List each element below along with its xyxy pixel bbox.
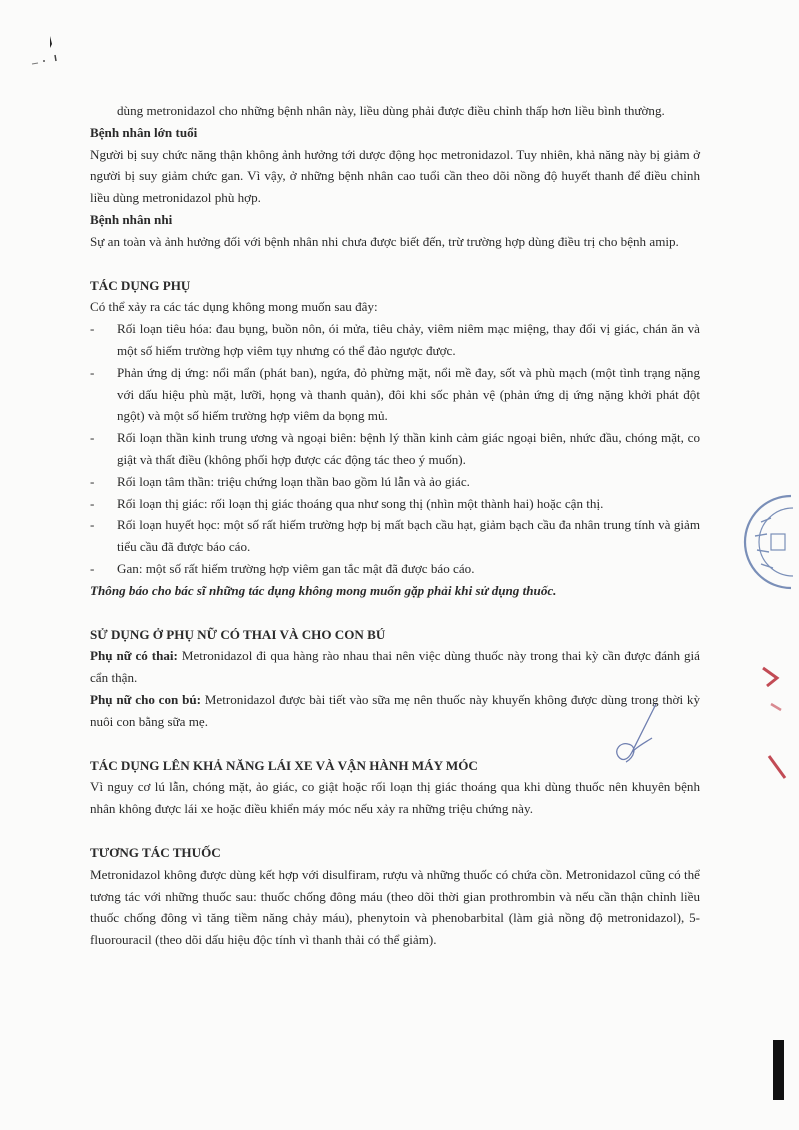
elderly-heading: Bệnh nhân lớn tuổi — [90, 124, 198, 140]
section-side-effects — [90, 275, 700, 602]
section-pediatric — [90, 209, 700, 253]
driving-paragraph: Vì nguy cơ lú lẫn, chóng mặt, ảo giác, co giật hoặc rối loạn thị giác thoáng qua khi dùng thuốc nên khuyên bệnh nhân không được lái xe hoặc điều khiển máy móc nếu xảy ra những triệu chứng này. — [90, 779, 700, 817]
pediatric-heading: Bệnh nhân nhi — [90, 211, 173, 227]
pregnant-label: Phụ nữ có thai: — [90, 648, 178, 664]
interactions-paragraph: Metronidazol không được dùng kết hợp với disulfiram, rượu và những thuốc có chứa cồn. Metronidazol cũng có thể tương tác với những thuốc sau: thuốc chống đông máu (theo dõi thời gian prothrombin và nếu cần thận chỉnh liều thuốc chống đông vì tăng tiềm năng chảy máu), phenytoin và phenobarbital (làm giả nồng độ metronidazol), 5-fluorouracil (theo dõi dấu hiệu độc tính vì thanh thải có thể giảm). — [90, 866, 700, 948]
lactation-text: Metronidazol được bài tiết vào sữa mẹ nên thuốc này khuyến không được dùng trong thời kỳ nuôi con bằng sữa mẹ. — [90, 691, 700, 729]
company-stamp-fragment — [731, 492, 799, 592]
list-item: - Rối loạn thị giác: rối loạn thị giác thoáng qua như song thị (nhìn một thành hai) hoặc cận thị. — [90, 495, 604, 511]
side-effects-list — [90, 318, 700, 580]
list-item: - Rối loạn tâm thần: triệu chứng loạn thần bao gồm lú lẫn và ảo giác. — [90, 473, 470, 489]
list-item: - Rối loạn thần kinh trung ương và ngoại biên: bệnh lý thần kinh cảm giác ngoại biên, nhức đầu, chóng mặt, co giật và thất điều (không phối hợp được các động tác theo ý muốn). — [90, 430, 700, 467]
pediatric-paragraph: Sự an toàn và ảnh hưởng đối với bệnh nhân nhi chưa được biết đến, trừ trường hợp dùng điều trị cho bệnh amip. — [90, 233, 679, 249]
signature-scribble — [594, 700, 674, 770]
elderly-paragraph: Người bị suy chức năng thận không ảnh hưởng tới dược động học metronidazol. Tuy nhiên, khả năng này bị giảm ở người bị suy giảm chức gan. Vì vậy, ở những bệnh nhân cao tuổi cần theo dõi nồng độ huyết thanh để điều chỉnh liều dùng metronidazol phù hợp. — [90, 146, 700, 206]
scan-speck-marks — [30, 30, 70, 80]
section-elderly — [90, 122, 700, 209]
pregnant-paragraph — [90, 645, 700, 689]
side-effects-intro: Có thể xảy ra các tác dụng không mong muốn sau đây: — [90, 299, 378, 315]
list-item: - Rối loạn huyết học: một số rất hiếm trường hợp bị mất bạch cầu hạt, giảm bạch cầu đa nhân trung tính và giảm tiểu cầu đã được báo cáo. — [90, 517, 700, 555]
list-item: - Gan: một số rất hiếm trường hợp viêm gan tắc mật đã được báo cáo. — [90, 560, 475, 576]
lactation-label: Phụ nữ cho con bú: — [90, 691, 202, 707]
list-item: - Phản ứng dị ứng: nổi mẩn (phát ban), ngứa, đỏ phừng mặt, nổi mề đay, sốt và phù mạch (một tình trạng nặng với dấu hiệu phù mặt, lưỡi, họng và thanh quản), đôi khi sốc phản vệ (phản ứng dị ứng nặng khởi phát đột ngột) và một số hiếm trường hợp viêm da bọng mủ. — [90, 364, 700, 424]
doctor-notice: Thông báo cho bác sĩ những tác dụng không mong muốn gặp phải khi sử dụng thuốc. — [90, 582, 557, 598]
list-item: - Rối loạn tiêu hóa: đau bụng, buồn nôn, ói mửa, tiêu chảy, viêm niêm mạc miệng, thay đổi vị giác, chán ăn và một số hiếm trường hợp viêm tụy nhưng có thể đảo ngược được. — [90, 321, 700, 358]
interactions-heading: TƯƠNG TÁC THUỐC — [90, 844, 221, 860]
continuation-paragraph: dùng metronidazol cho những bệnh nhân này, liều dùng phải được điều chỉnh thấp hơn liều bình thường. — [117, 103, 665, 118]
pregnant-text: Metronidazol đi qua hàng rào nhau thai nên việc dùng thuốc này trong thai kỳ cần được đánh giá cẩn thận. — [90, 648, 700, 686]
side-effects-heading: TÁC DỤNG PHỤ — [90, 277, 191, 293]
red-edge-marks — [755, 660, 799, 790]
section-interactions — [90, 842, 700, 951]
pregnancy-heading: SỬ DỤNG Ở PHỤ NỮ CÓ THAI VÀ CHO CON BÚ — [90, 626, 386, 642]
driving-heading: TÁC DỤNG LÊN KHẢ NĂNG LÁI XE VÀ VẬN HÀNH MÁY MÓC — [90, 757, 478, 773]
document-page — [90, 100, 700, 951]
scan-edge-bar — [773, 1040, 784, 1100]
